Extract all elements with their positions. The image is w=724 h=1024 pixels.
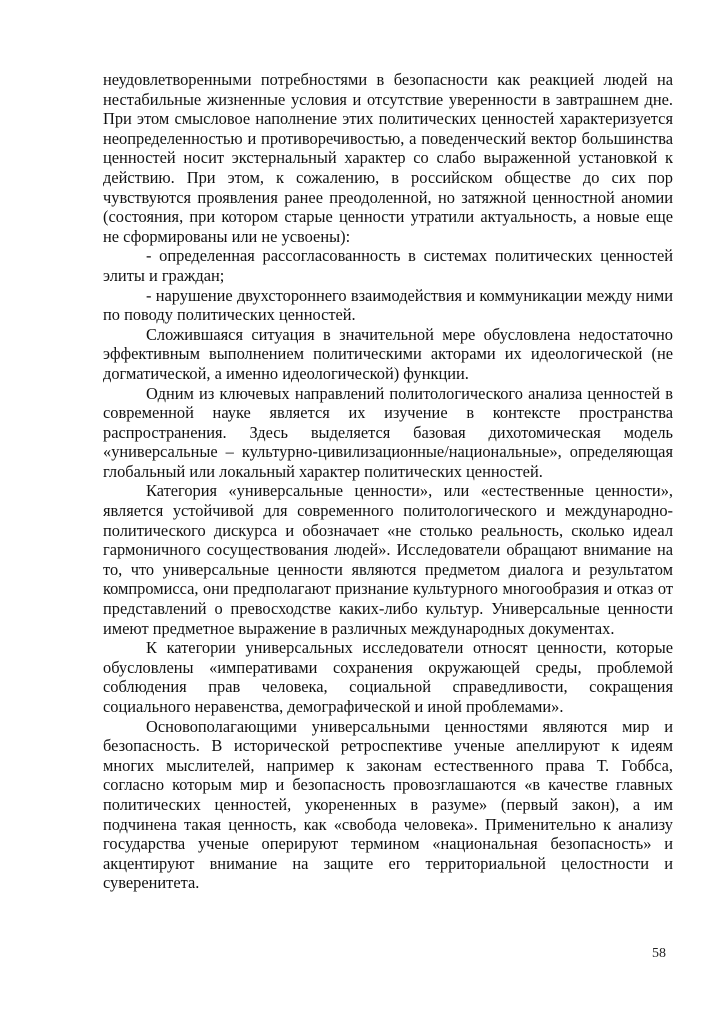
list-item-dash: - нарушение двухстороннего взаимодействия и коммуникации между ними по поводу политических ценностей. bbox=[103, 285, 673, 325]
paragraph: Категория «универсальные ценности», или «естественные ценности», является устойчивой для современного политологического и международно-политического дискурса и обозначает «не столько реальность, сколько идеал гармоничного сосуществования людей». Исследователи обращают внимание на то, что универсальные ценности являются предметом диалога и результатом компромисса, они предполагают признание культурного многообразия и отказ от представлений о превосходстве каких-либо культур. Универсальные ценности имеют предметное выражение в различных международных документах. bbox=[103, 481, 673, 638]
list-item-dash: - определенная рассогласованность в системах политических ценностей элиты и граждан; bbox=[103, 246, 673, 285]
paragraph: Сложившаяся ситуация в значительной мере обусловлена недостаточно эффективным выполнением политическими акторами их идеологической (не догматической, а именно идеологической) функции. bbox=[103, 324, 673, 383]
paragraph: Основополагающими универсальными ценностями являются мир и безопасность. В исторической ретроспективе ученые апеллируют к идеям многих мыслителей, например к законам естественного права Т. Гоббса, согласно которым мир и безопасность провозглашаются «в качестве главных политических ценностей, укорененных в разуме» (первый закон), а им подчинена такая ценность, как «свобода человека». Применительно к анализу государства ученые оперируют термином «национальная безопасность» и акцентируют внимание на защите его территориальной целостности и суверенитета. bbox=[103, 716, 673, 893]
page-number: 58 bbox=[652, 946, 666, 961]
paragraph: К категории универсальных исследователи относят ценности, которые обусловлены «императивами сохранения окружающей среды, проблемой соблюдения прав человека, социальной справедливости, сокращения социального неравенства, демографической и иной проблемами». bbox=[103, 638, 673, 716]
paragraph-continuation: неудовлетворенными потребностями в безопасности как реакцией людей на нестабильные жизненные условия и отсутствие уверенности в завтрашнем дне. При этом смысловое наполнение этих политических ценностей характеризуется неопределенностью и противоречивостью, а поведенческий вектор большинства ценностей носит экстернальный характер со слабо выраженной установкой к действию. При этом, к сожалению, в российском обществе до сих пор чувствуются проявления ранее преодоленной, но затяжной ценностной аномии (состояния, при котором старые ценности утратили актуальность, а новые еще не сформированы или не усвоены): bbox=[103, 70, 673, 246]
page-body bbox=[103, 70, 673, 893]
paragraph: Одним из ключевых направлений политологического анализа ценностей в современной науке является их изучение в контексте пространства распространения. Здесь выделяется базовая дихотомическая модель «универсальные – культурно-цивилизационные/национальные», определяющая глобальный или локальный характер политических ценностей. bbox=[103, 383, 673, 481]
